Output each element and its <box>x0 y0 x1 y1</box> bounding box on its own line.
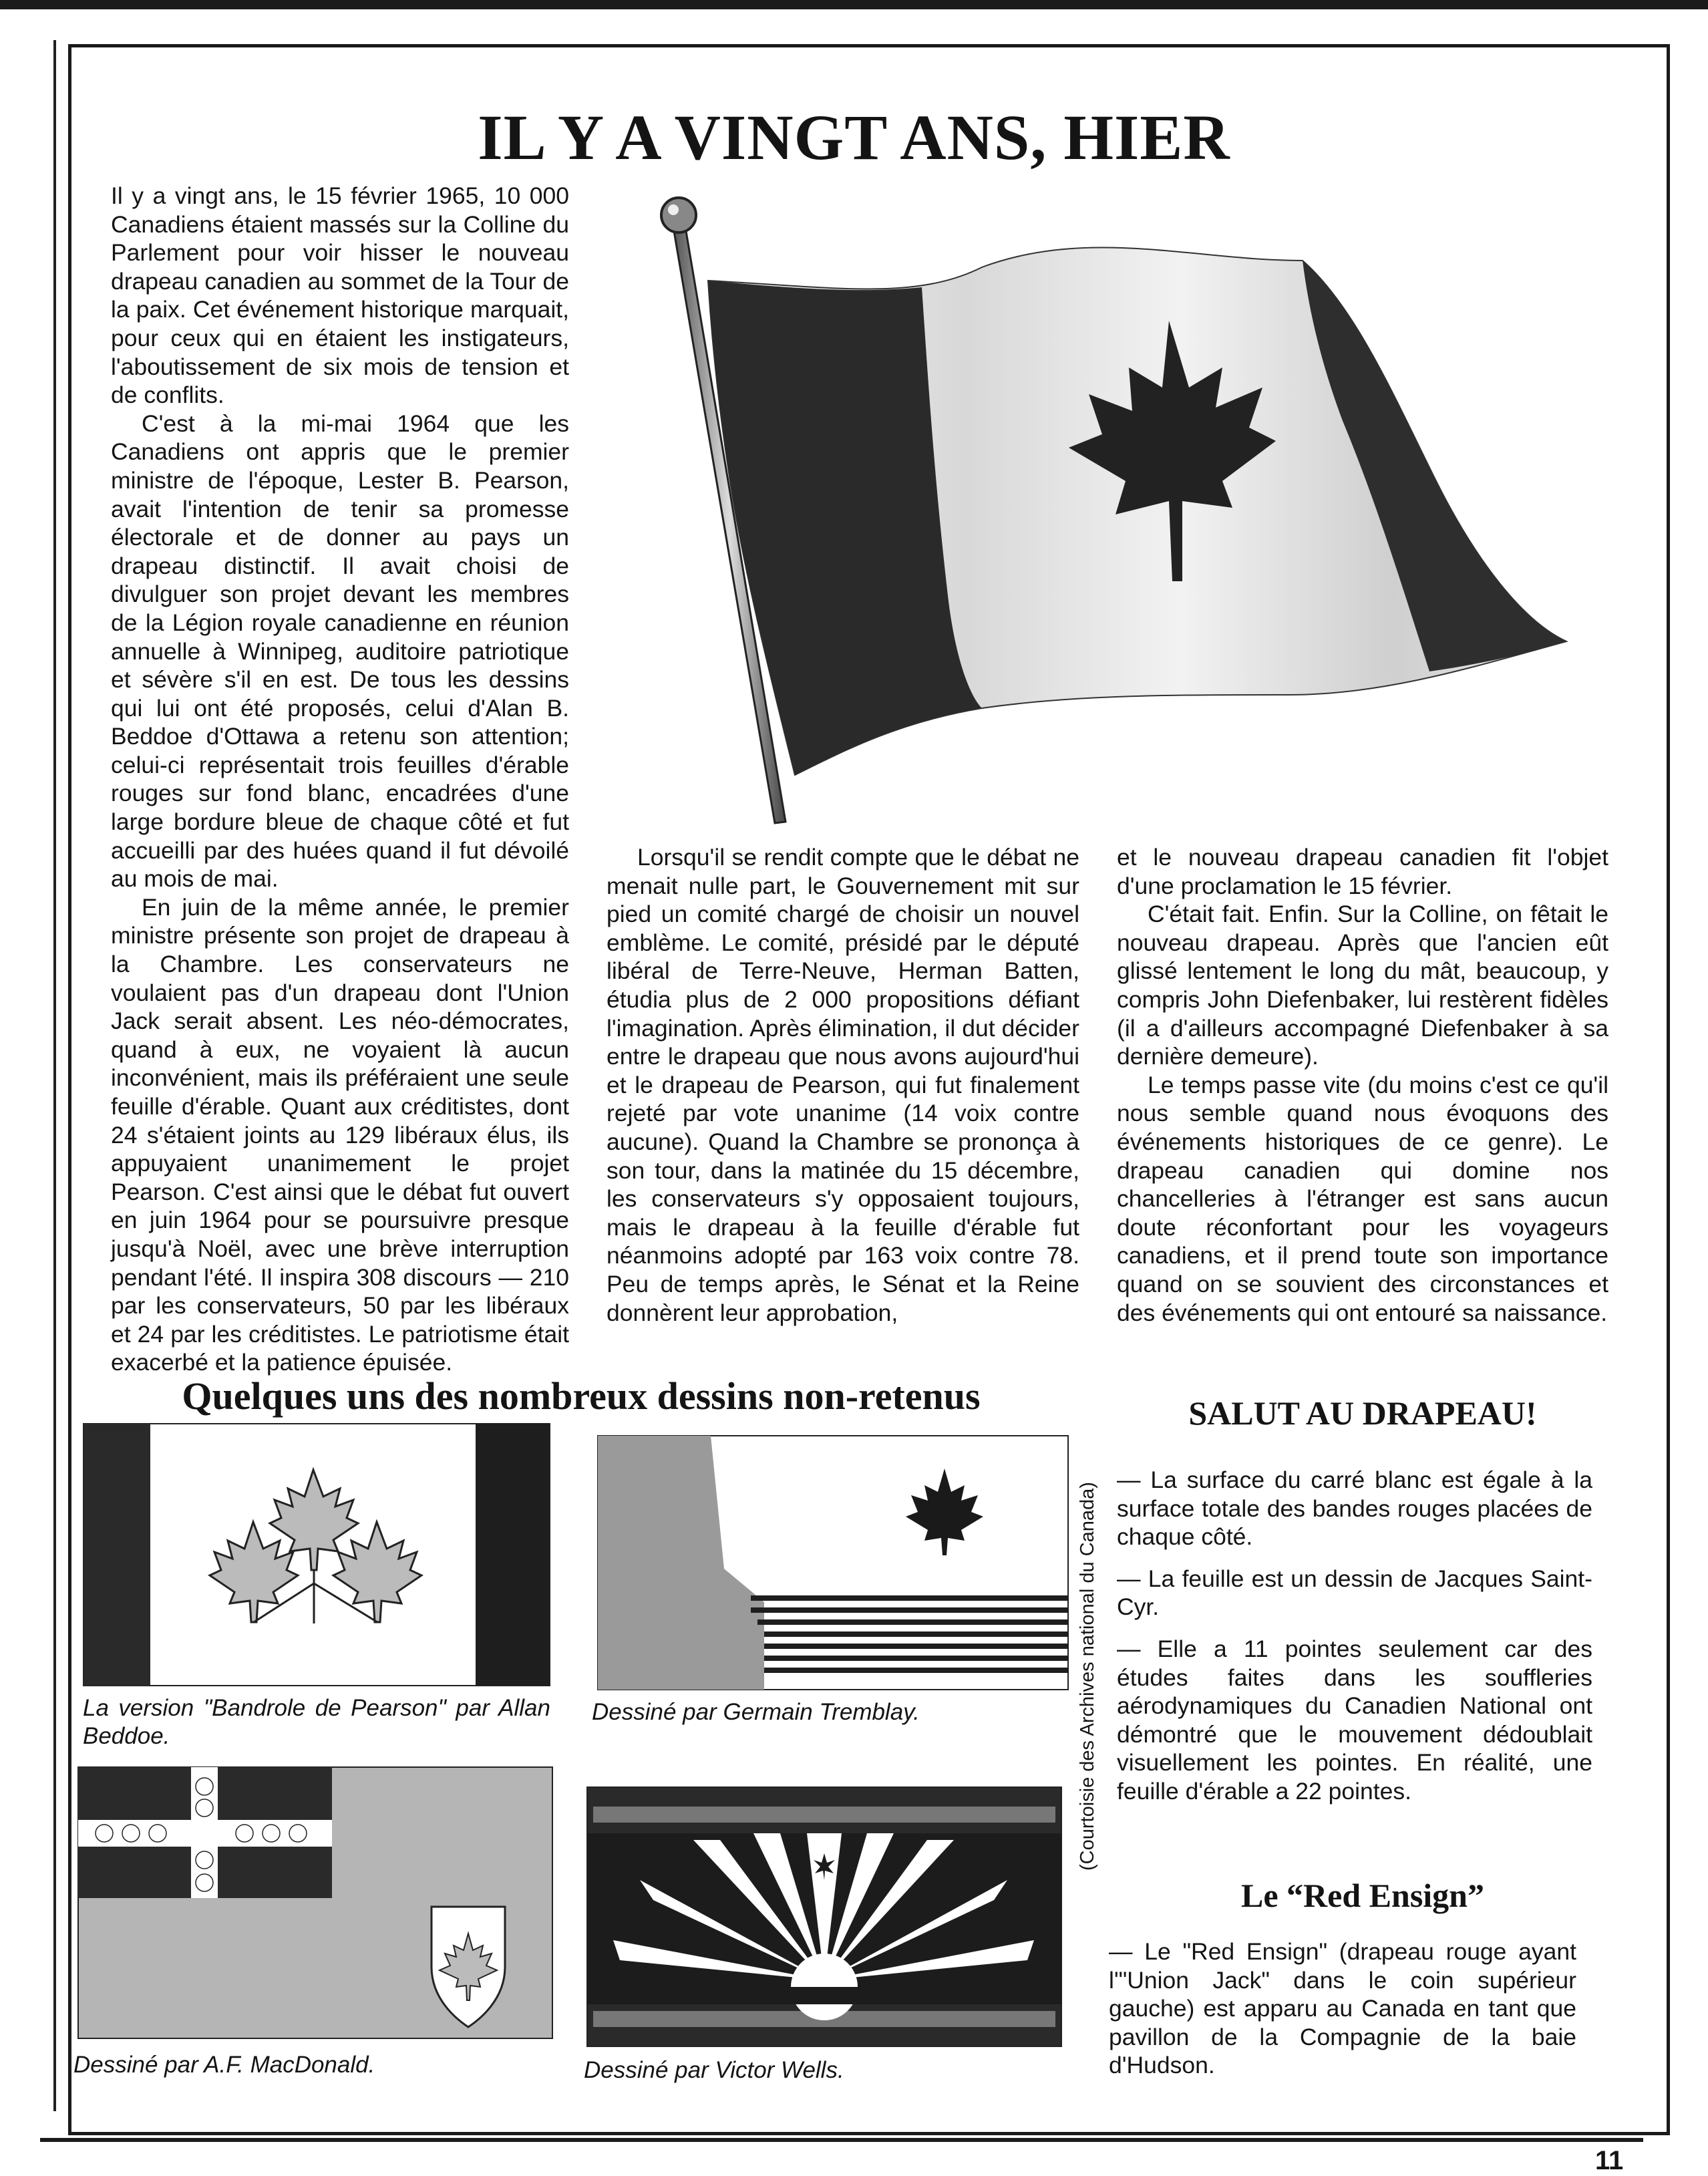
paragraph: et le nouveau drapeau canadien fit l'objet d'une proclamation le 15 février. <box>1117 844 1608 899</box>
salut-list <box>1117 1466 1592 1819</box>
archives-credit: (Courtoisie des Archives national du Canada) <box>1077 1482 1098 1871</box>
paragraph: Lorsqu'il se rendit compte que le débat ne menait nulle part, le Gouvernement mit sur pied un comité chargé de choisir un nouvel emblème. Le comité, présidé par le député libéral de Terre-Neuve, Herman Batten, étudia plus de 2 000 propositions défiant l'imagination. Après élimination, il dut décider entre le drapeau que nous avons aujourd'hui et le drapeau de Pearson, qui fut finalement rejeté par vote unanime (14 voix contre aucune). Quand la Chambre se prononça à son tour, dans la matinée du 15 décembre, les conservateurs s'y opposaient toujours, mais le drapeau à la feuille d'érable fut néanmoins adopté par 163 voix contre 78. Peu de temps après, le Sénat et la Reine donnèrent leur approbation, <box>607 844 1079 1326</box>
caption-macdonald: Dessiné par A.F. MacDonald. <box>73 2052 375 2078</box>
macdonald-flag <box>77 1766 553 2039</box>
list-item: — La surface du carré blanc est égale à la surface totale des bandes rouges placées de chaque côté. <box>1117 1466 1592 1551</box>
red-ensign-text: — Le "Red Ensign" (drapeau rouge ayant l'"Union Jack" dans le coin supérieur gauche) est apparu au Canada en tant que pavillon de la Compagnie de la baie d'Hudson. <box>1109 1938 1576 2079</box>
paragraph: Le temps passe vite (du moins c'est ce qu'il nous semble quand nous évoquons des événements historiques de ce genre). Le drapeau canadien qui domine nos chancelleries à l'étranger est sans aucun doute réconfortant pour les voyageurs canadiens, et il prend toute son importance quand on se souvient des circonstances et des événements qui ont entouré sa naissance. <box>1117 1071 1608 1326</box>
page-number: 11 <box>1595 2146 1624 2175</box>
article-column-3 <box>1117 843 1608 1327</box>
paragraph: En juin de la même année, le premier ministre présente son projet de drapeau à la Chambre. Les conservateurs ne voulaient pas d'un drapeau dont l'Union Jack serait absent. Les néo-démocrates, quand à eux, ne voyaient là aucun inconvénient, mais ils préféraient une seule feuille d'érable. Quant aux créditistes, dont 24 s'étaient joints au 129 libéraux élus, ils appuyaient unanimement le projet Pearson. C'est ainsi que le débat fut ouvert en juin 1964 pour se poursuivre presque jusqu'à Noël, avec une brève interruption pendant l'été. Il inspira 308 discours — 210 par les conservateurs, 50 par les libéraux et 24 par les créditistes. Le patriotisme était exacerbé et la patience épuisée. <box>111 893 569 1376</box>
article-column-1 <box>111 182 569 1377</box>
pearson-pennant-flag <box>83 1423 550 1686</box>
wells-flag <box>586 1786 1062 2047</box>
tremblay-flag <box>597 1435 1069 1690</box>
bottom-rule <box>40 2138 1643 2142</box>
list-item: — Elle a 11 pointes seulement car des études faites dans les souffleries aérodynamiques du Canadien National ont démontré que le mouvement dédoublait visuellement les pointes. En réalité, une feuille d'érable a 22 pointes. <box>1117 1635 1592 1805</box>
caption-tremblay: Dessiné par Germain Tremblay. <box>592 1699 920 1725</box>
paragraph: C'est à la mi-mai 1964 que les Canadiens ont appris que le premier ministre de l'époque, Lester B. Pearson, avait l'intention de tenir sa promesse électorale et de donner au pays un drapeau distinctif. Il avait choisi de divulguer son projet devant les membres de la Légion royale canadienne en réunion annuelle à Winnipeg, auditoire patriotique et sévère s'il en est. De tous les dessins qui lui ont été proposés, celui d'Alan B. Beddoe d'Ottawa a retenu son attention; celui-ci représentait trois feuilles d'érable rouges sur fond blanc, encadrées d'une large bordure bleue de chaque côté et fut accueilli par des huées quand il fut dévoilé au mois de mai. <box>111 410 569 893</box>
rejected-designs-heading: Quelques uns des nombreux dessins non-retenus <box>182 1374 981 1418</box>
salut-heading: SALUT AU DRAPEAU! <box>1188 1394 1537 1432</box>
adjacent-page-edge <box>0 40 56 2111</box>
caption-pearson-pennant: La version "Bandrole de Pearson" par Allan Beddoe. <box>83 1695 550 1749</box>
paragraph: Il y a vingt ans, le 15 février 1965, 10 000 Canadiens étaient massés sur la Colline du Parlement pour voir hisser le nouveau drapeau canadien au sommet de la Tour de la paix. Cet événement historique marquait, pour ceux qui en étaient les instigateurs, l'aboutissement de six mois de tension et de conflits. <box>111 182 569 409</box>
red-ensign-heading: Le “Red Ensign” <box>1241 1877 1484 1914</box>
caption-wells: Dessiné par Victor Wells. <box>584 2057 844 2083</box>
article-title: IL Y A VINGT ANS, HIER <box>478 102 1230 173</box>
top-rule <box>0 0 1708 9</box>
list-item: — La feuille est un dessin de Jacques Saint-Cyr. <box>1117 1565 1592 1621</box>
paragraph: C'était fait. Enfin. Sur la Colline, on fêtait le nouveau drapeau. Après que l'ancien eût glissé lentement le long du mât, beaucoup, y compris John Diefenbaker, lui restèrent fidèles (il a d'ailleurs accompagné Diefenbaker à sa dernière demeure). <box>1117 901 1608 1070</box>
canadian-flag-photo <box>635 187 1570 828</box>
article-column-2 <box>607 843 1079 1327</box>
